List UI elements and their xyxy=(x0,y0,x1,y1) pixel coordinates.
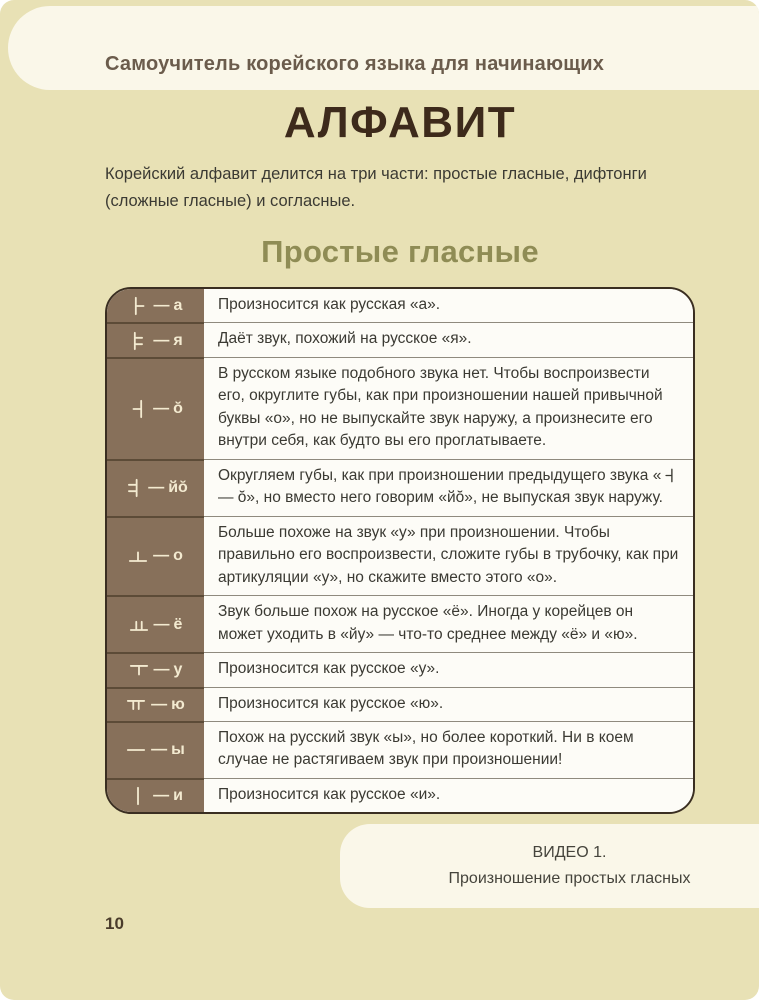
vowel-transliteration: йŏ xyxy=(168,479,188,497)
hangul-jamo-icon xyxy=(128,399,148,419)
vowel-description-cell xyxy=(204,595,693,652)
vowel-letter-cell xyxy=(107,721,204,778)
page-number: 10 xyxy=(105,914,124,933)
table-row xyxy=(107,721,693,778)
hangul-jamo-icon xyxy=(123,478,143,498)
video-callout xyxy=(340,824,759,908)
vowel-description: Похож на русский звук «ы», но более короткий. Ни в коем случае не растягиваем звук при произношении! xyxy=(218,729,634,769)
vowel-description-cell xyxy=(204,322,693,356)
dash-separator: — xyxy=(153,615,169,633)
vowel-transliteration: а xyxy=(173,296,183,314)
vowel-description-cell xyxy=(204,516,693,595)
hangul-jamo-icon xyxy=(126,740,146,760)
vowel-description: Звук больше похож на русское «ё». Иногда у корейцев он может уходить в «йу» — что-то среднее между «ё» и «ю». xyxy=(218,603,638,643)
vowel-letter-cell xyxy=(107,595,204,652)
hangul-jamo-icon xyxy=(129,296,149,316)
video-caption: Произношение простых гласных xyxy=(448,870,691,887)
vowel-transliteration: ы xyxy=(171,741,185,759)
vowel-description: Произносится как русское «у». xyxy=(218,660,440,678)
dash-separator: — xyxy=(153,547,169,565)
vowel-description-cell xyxy=(204,459,693,516)
section-title: Простые гласные xyxy=(261,233,539,269)
book-title: Самоучитель корейского языка для начинающих xyxy=(105,53,605,75)
hangul-jamo-icon xyxy=(129,615,149,635)
dash-separator: — xyxy=(151,695,167,713)
vowel-letter-cell xyxy=(107,516,204,595)
vowel-description: В русском языке подобного звука нет. Чтобы воспроизвести его, округлите губы, как при произношении нашей привычной буквы «о», но не выпускайте звук наружу, а произнесите его внутри себя, как будто вы его проглатываете. xyxy=(218,364,663,450)
vowel-transliteration: у xyxy=(173,661,183,679)
vowel-description-cell xyxy=(204,687,693,721)
vowel-letter-cell xyxy=(107,289,204,322)
vowel-transliteration: ё xyxy=(173,615,183,633)
vowel-description: Больше похоже на звук «у» при произношении. Чтобы правильно его воспроизвести, сложите губы в трубочку, как при артикуляции «у», но скажите вместо этого «о». xyxy=(218,523,679,586)
table-row xyxy=(107,778,693,812)
table-row xyxy=(107,289,693,322)
dash-separator: — xyxy=(151,741,167,759)
hangul-jamo-icon xyxy=(662,468,677,483)
dash-separator: — xyxy=(153,661,169,679)
vowel-letter-cell xyxy=(107,687,204,721)
intro-paragraph: Корейский алфавит делится на три части: простые гласные, дифтонги (сложные гласные) и согласные. xyxy=(105,165,647,210)
table-row xyxy=(107,459,693,516)
hangul-jamo-icon xyxy=(128,786,148,806)
table-row xyxy=(107,652,693,686)
dash-separator: — xyxy=(153,787,169,805)
vowel-letter-cell xyxy=(107,652,204,686)
dash-separator: — xyxy=(153,296,169,314)
table-row xyxy=(107,516,693,595)
vowel-transliteration: и xyxy=(173,787,183,805)
vowel-letter-cell xyxy=(107,459,204,516)
vowel-transliteration: ю xyxy=(171,695,185,713)
video-label: ВИДЕО 1. xyxy=(532,843,607,861)
vowel-letter-cell xyxy=(107,322,204,356)
vowel-description: Даёт звук, похожий на русское «я». xyxy=(218,330,472,348)
table-row xyxy=(107,687,693,721)
table-row xyxy=(107,357,693,459)
vowel-letter-cell xyxy=(107,357,204,459)
vowel-table xyxy=(105,287,695,814)
hangul-jamo-icon xyxy=(129,660,149,680)
vowel-description: Произносится как русское «и». xyxy=(218,785,441,803)
dash-separator: — xyxy=(153,399,169,417)
vowel-letter-cell xyxy=(107,778,204,812)
vowel-description-cell xyxy=(204,778,693,812)
vowel-transliteration: о xyxy=(173,547,183,565)
page-title: АЛФАВИТ xyxy=(283,98,517,147)
vowel-description: Произносится как русское «ю». xyxy=(218,694,444,712)
hangul-jamo-icon xyxy=(128,331,148,351)
dash-separator: — xyxy=(148,479,164,497)
hangul-jamo-icon xyxy=(126,695,146,715)
vowel-description-cell xyxy=(204,357,693,459)
dash-separator: — xyxy=(153,331,169,349)
vowel-description: Округляем губы, как при произношении предыдущего звука « — ŏ», но вместо него говорим «йŏ», не выпуская звук наружу. xyxy=(218,465,679,510)
table-row xyxy=(107,322,693,356)
table-row xyxy=(107,595,693,652)
vowel-description: Произносится как русская «а». xyxy=(218,295,441,313)
vowel-description-cell xyxy=(204,289,693,322)
vowel-transliteration: ŏ xyxy=(173,399,183,417)
vowel-description-cell xyxy=(204,652,693,686)
hangul-jamo-icon xyxy=(128,546,148,566)
vowel-description-cell xyxy=(204,721,693,778)
vowel-transliteration: я xyxy=(173,331,183,349)
